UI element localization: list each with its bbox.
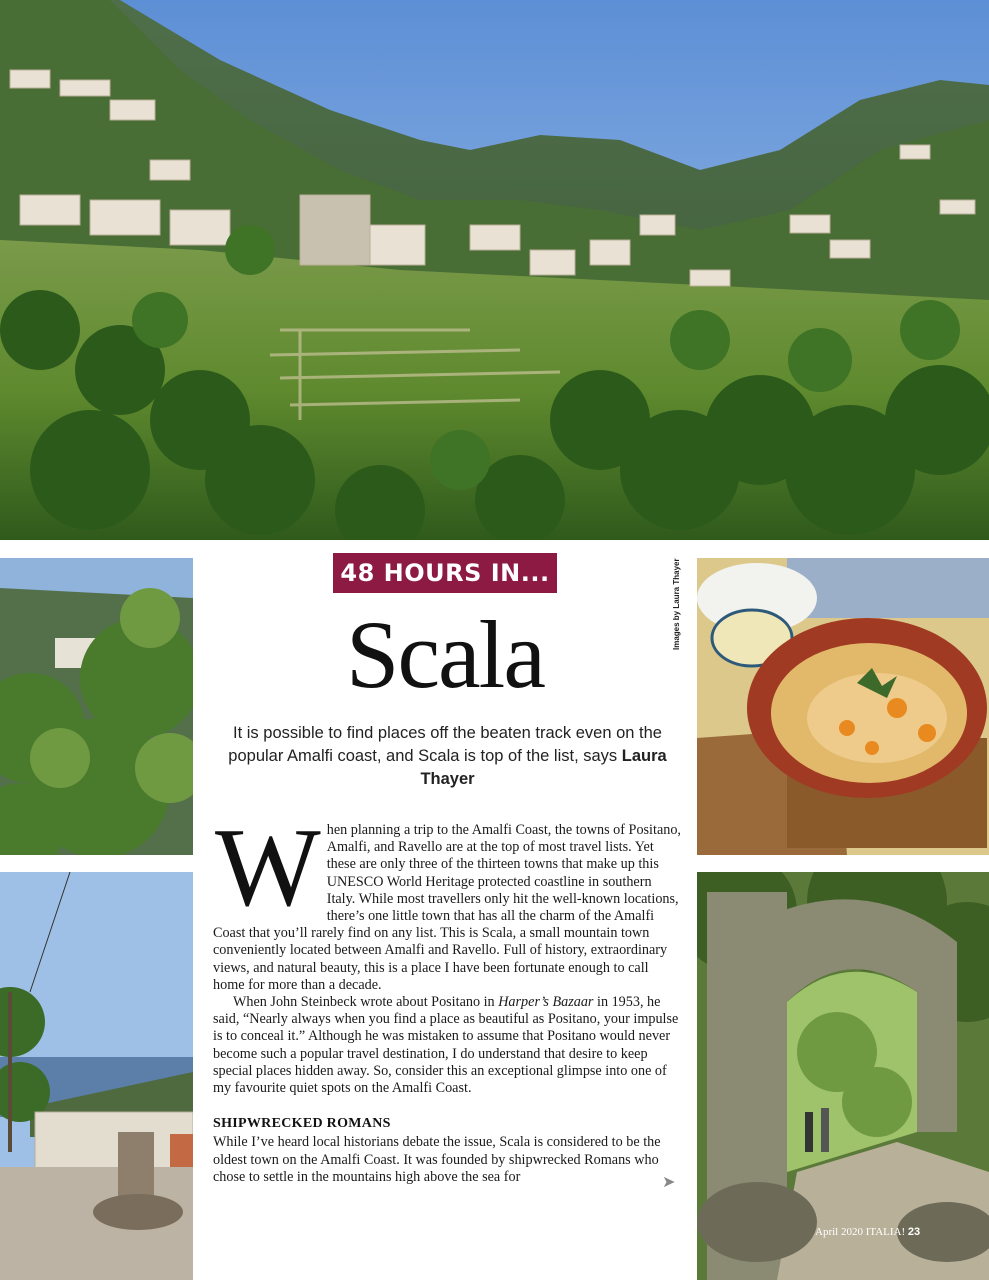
section-kicker: 48 HOURS IN... xyxy=(333,553,557,593)
paragraph-2-end: in 1953, he said, “Nearly always when you find a place as beautiful as Positano, your impulse is to conceal it.” Although he was mistaken to assume that Positano would never become such a popular travel destination, I do understand that desire to keep special places hidden away. So, consider this an exceptional glimpse into one of my favourite quiet spots on the Amalfi Coast. xyxy=(213,994,679,1097)
arrow-right-icon: ➤ xyxy=(662,1172,676,1191)
standfirst-text: It is possible to find places off the beaten track even on the popular Amalfi coast, and Scala is top of the list, says xyxy=(228,724,662,765)
paragraph-2-start: When John Steinbeck wrote about Positano in xyxy=(233,994,499,1011)
photo-credit: Images by Laura Thayer xyxy=(672,558,681,650)
standfirst xyxy=(215,722,680,791)
subheading: SHIPWRECKED ROMANS xyxy=(213,1116,391,1132)
ruined-arch-path-photo xyxy=(697,872,989,1280)
piazza-fountain-photo xyxy=(0,872,193,1280)
drop-cap: W xyxy=(215,806,321,930)
lemon-dessert-dish-photo xyxy=(697,558,989,855)
hero-photo-scala-terraces xyxy=(0,0,989,540)
page-folio xyxy=(815,1226,920,1238)
publication-title: Harper’s Bazaar xyxy=(498,994,594,1011)
article-body xyxy=(213,806,683,1186)
article-title: Scala xyxy=(346,601,544,708)
author-name: Laura Thayer xyxy=(420,747,667,788)
paragraph-1: hen planning a trip to the Amalfi Coast, the towns of Positano, Amalfi, and Ravello are at the top of most travel lists. Yet these are only three of the thirteen towns that make up this UNESCO World Heritage protected coastline in southern Italy. While most travellers only hit the well-known locations, there’s one little town that has all the charm of the Amalfi Coast that you’ll rarely find on any list. This is Scala, a small mountain town conveniently located between Amalfi and Ravello. Full of history, extraordinary views, and natural beauty, this is a place I have been fortunate enough to call home for more than a decade. xyxy=(213,822,681,993)
olive-tree-photo xyxy=(0,558,193,855)
page-number: 23 xyxy=(907,1226,921,1238)
folio-issue: April 2020 ITALIA! xyxy=(815,1226,906,1238)
paragraph-3: While I’ve heard local historians debate the issue, Scala is considered to be the oldest town on the Amalfi Coast. It was founded by shipwrecked Romans who chose to settle in the mountains high above the sea for xyxy=(213,1134,661,1185)
paragraph-2 xyxy=(213,994,683,1097)
